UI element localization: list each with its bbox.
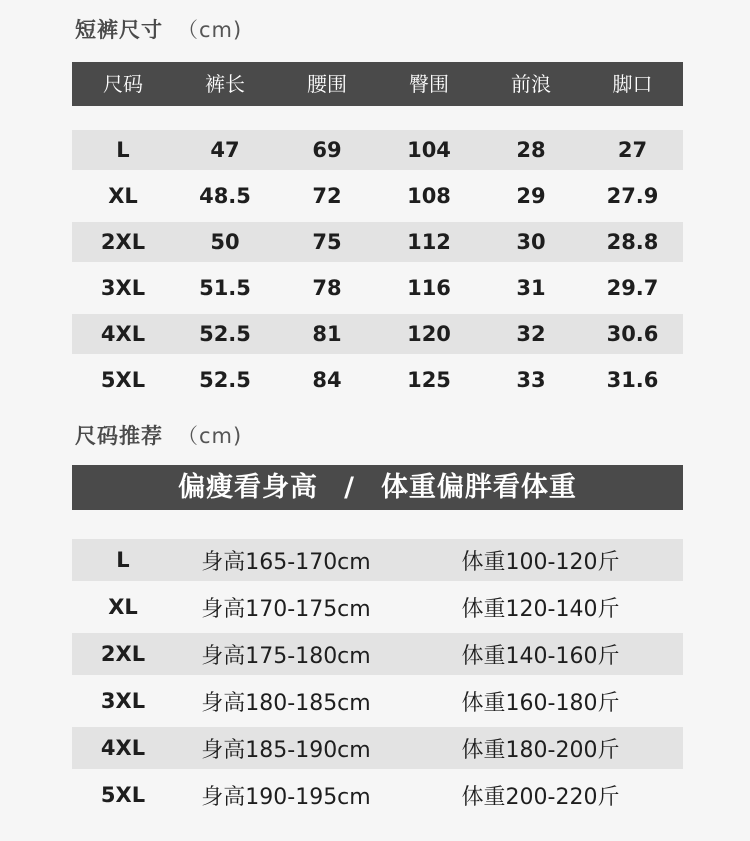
size-table-row (72, 222, 683, 262)
cell-weight-range: 体重100-120斤 (461, 549, 620, 575)
recommend-header-right: 体重偏胖看体重 (380, 472, 577, 503)
shorts-size-unit: （cm) (177, 18, 243, 42)
cell-leg-opening: 30.6 (606, 322, 659, 346)
cell-height-range: 身高165-170cm (201, 549, 371, 575)
cell-weight-range: 体重160-180斤 (461, 690, 620, 716)
cell-hip: 120 (407, 322, 451, 346)
cell-rise: 31 (516, 276, 546, 300)
size-table-row (72, 176, 683, 216)
cell-hip: 125 (407, 368, 451, 392)
size-recommend-title (75, 420, 242, 450)
recommend-table-row (72, 539, 683, 581)
cell-size: 3XL (100, 689, 146, 713)
cell-length: 52.5 (199, 368, 251, 392)
header-waist: 腰围 (307, 72, 347, 96)
size-recommend-title-text: 尺码推荐 (75, 424, 163, 448)
recommend-table-header (72, 465, 683, 510)
cell-size: 3XL (100, 276, 146, 300)
cell-hip: 104 (407, 138, 451, 162)
cell-size: 4XL (100, 322, 146, 346)
size-recommend-unit: （cm) (177, 424, 243, 448)
recommend-header-separator: / (344, 472, 355, 503)
cell-leg-opening: 27 (617, 138, 648, 162)
header-length: 裤长 (205, 72, 245, 96)
size-table-row (72, 268, 683, 308)
cell-height-range: 身高175-180cm (201, 643, 371, 669)
cell-length: 50 (210, 230, 240, 254)
cell-waist: 69 (312, 138, 342, 162)
recommend-table-row (72, 633, 683, 675)
size-table-row (72, 314, 683, 354)
cell-size: L (116, 138, 130, 162)
cell-weight-range: 体重180-200斤 (461, 737, 620, 763)
header-rise: 前浪 (511, 72, 551, 96)
cell-size: 5XL (100, 783, 146, 807)
header-size: 尺码 (103, 72, 143, 96)
recommend-table-row (72, 774, 683, 816)
cell-leg-opening: 28.8 (606, 230, 659, 254)
cell-size: 4XL (100, 736, 146, 760)
cell-weight-range: 体重140-160斤 (461, 643, 620, 669)
cell-hip: 116 (407, 276, 451, 300)
cell-waist: 84 (312, 368, 342, 392)
header-hip: 臀围 (409, 72, 449, 96)
cell-waist: 81 (312, 322, 342, 346)
cell-rise: 30 (516, 230, 546, 254)
cell-weight-range: 体重120-140斤 (461, 596, 620, 622)
cell-leg-opening: 31.6 (606, 368, 659, 392)
recommend-table-row (72, 680, 683, 722)
cell-size: 5XL (100, 368, 146, 392)
cell-height-range: 身高185-190cm (201, 737, 371, 763)
cell-length: 47 (210, 138, 240, 162)
cell-waist: 75 (312, 230, 342, 254)
size-table-row (72, 360, 683, 400)
cell-size: 2XL (100, 230, 146, 254)
cell-rise: 29 (516, 184, 546, 208)
cell-rise: 32 (516, 322, 546, 346)
cell-height-range: 身高170-175cm (201, 596, 371, 622)
size-table-row (72, 130, 683, 170)
cell-hip: 112 (407, 230, 451, 254)
shorts-size-title-text: 短裤尺寸 (75, 18, 163, 42)
cell-length: 51.5 (199, 276, 251, 300)
cell-size: L (116, 548, 130, 572)
cell-size: 2XL (100, 642, 146, 666)
cell-length: 52.5 (199, 322, 251, 346)
shorts-size-title (75, 14, 242, 44)
cell-rise: 28 (516, 138, 546, 162)
cell-rise: 33 (516, 368, 546, 392)
cell-height-range: 身高180-185cm (201, 690, 371, 716)
recommend-table-row (72, 586, 683, 628)
cell-leg-opening: 27.9 (606, 184, 659, 208)
cell-hip: 108 (407, 184, 451, 208)
cell-length: 48.5 (199, 184, 251, 208)
recommend-header-left: 偏瘦看身高 (178, 472, 319, 503)
cell-waist: 72 (312, 184, 342, 208)
cell-weight-range: 体重200-220斤 (461, 784, 620, 810)
cell-size: XL (108, 184, 138, 208)
recommend-table-row (72, 727, 683, 769)
cell-size: XL (108, 595, 138, 619)
cell-leg-opening: 29.7 (606, 276, 659, 300)
header-leg-opening: 脚口 (612, 72, 653, 96)
size-table-header (72, 62, 683, 106)
cell-height-range: 身高190-195cm (201, 784, 371, 810)
cell-waist: 78 (312, 276, 342, 300)
